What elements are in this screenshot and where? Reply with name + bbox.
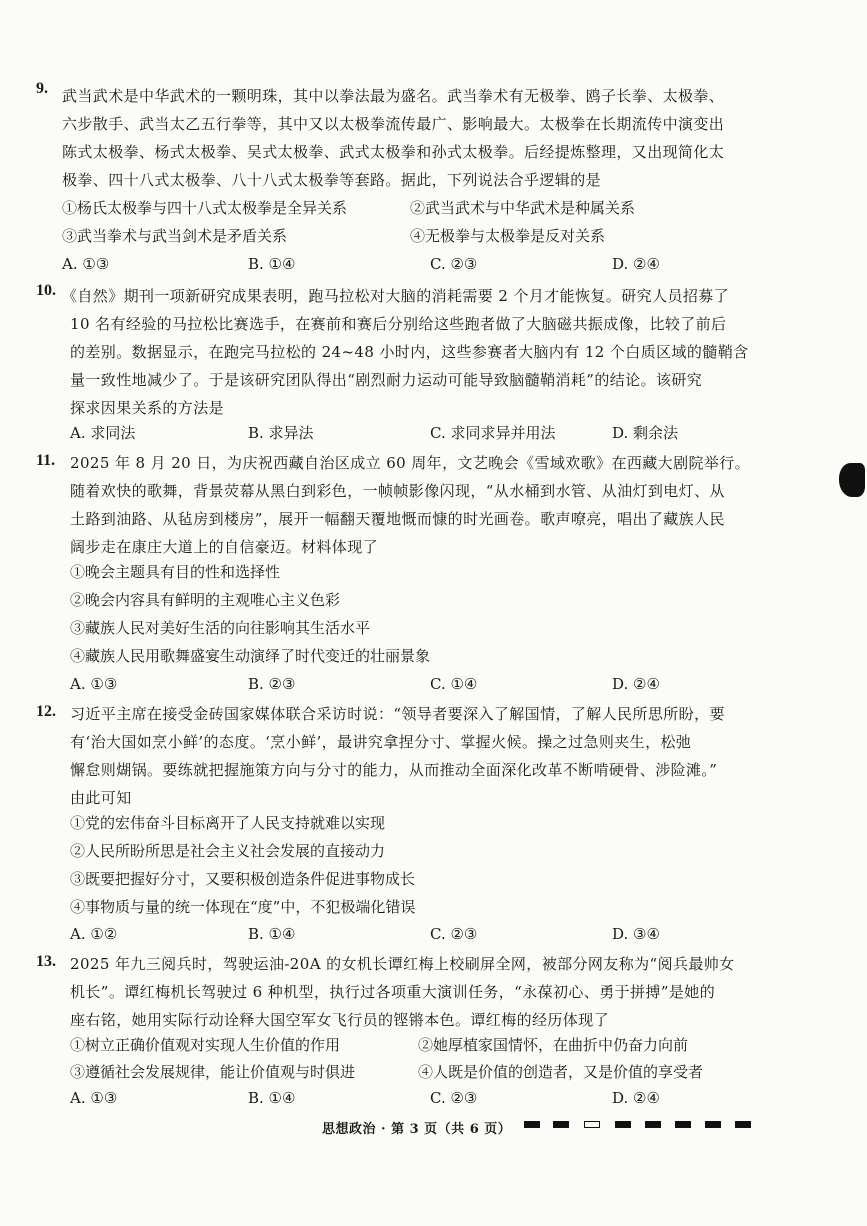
question-text-line: 量一致性地减少了。于是该研究团队得出“剧烈耐力运动可能导致脑髓鞘消耗”的结论。该研究	[70, 371, 703, 389]
statement: ①党的宏伟奋斗目标离开了人民支持就难以实现	[70, 814, 386, 832]
option-d: D. ③④	[612, 925, 660, 943]
option-c: C. ②③	[430, 1089, 478, 1107]
footer-marker	[553, 1121, 569, 1128]
statement: ②晚会内容具有鲜明的主观唯心主义色彩	[70, 591, 341, 609]
question-text-line: 武当武术是中华武术的一颗明珠，其中以拳法最为盛名。武当拳术有无极拳、鸥子长拳、太极拳、	[62, 87, 725, 105]
question-number: 13.	[36, 953, 56, 970]
statement: ④藏族人民用歌舞盛宴生动演绎了时代变迁的壮丽景象	[70, 647, 431, 665]
option-d: D. 剩余法	[612, 424, 679, 442]
option-b: B. ①④	[248, 255, 296, 273]
footer-marker-hollow	[584, 1121, 600, 1128]
statement: ②武当武术与中华武术是种属关系	[410, 199, 636, 217]
option-d: D. ②④	[612, 1089, 660, 1107]
statement: ②她厚植家国情怀，在曲折中仍奋力向前	[418, 1036, 689, 1054]
footer-marker	[705, 1121, 721, 1128]
question-text-line: 2025 年 8 月 20 日，为庆祝西藏自治区成立 60 周年，文艺晚会《雪域欢歌》在西藏大剧院举行。	[70, 454, 751, 472]
question-text-line: 土路到油路、从毡房到楼房”，展开一幅翻天覆地慨而慷的时光画卷。歌声嘹亮，唱出了藏族人民	[70, 510, 725, 528]
option-c: C. ②③	[430, 925, 478, 943]
footer-marker	[615, 1121, 631, 1128]
statement: ②人民所盼所思是社会主义社会发展的直接动力	[70, 842, 386, 860]
question-text-line: 阔步走在康庄大道上的自信豪迈。材料体现了	[70, 538, 379, 556]
question-text-line: 随着欢快的歌舞，背景荧幕从黑白到彩色，一帧帧影像闪现，“从水桶到水管、从油灯到电灯、从	[70, 482, 725, 500]
question-number: 10.	[36, 282, 56, 299]
option-d: D. ②④	[612, 675, 660, 693]
option-c: C. 求同求异并用法	[430, 424, 556, 442]
scan-ink-mark	[839, 463, 865, 497]
question-text-line: 《自然》期刊一项新研究成果表明，跑马拉松对大脑的消耗需要 2 个月才能恢复。研究人员招募了	[62, 287, 730, 305]
statement: ③遵循社会发展规律，能让价值观与时俱进	[70, 1063, 356, 1081]
statement: ③藏族人民对美好生活的向往影响其生活水平	[70, 619, 371, 637]
question-number: 11.	[36, 452, 56, 469]
question-text-line: 习近平主席在接受金砖国家媒体联合采访时说：“领导者要深入了解国情，了解人民所思所盼，要	[70, 705, 725, 723]
option-a: A. ①③	[70, 1089, 118, 1107]
statement: ①树立正确价值观对实现人生价值的作用	[70, 1036, 341, 1054]
question-text-line: 10 名有经验的马拉松比赛选手，在赛前和赛后分别给这些跑者做了大脑磁共振成像，比较了前后	[70, 315, 727, 333]
question-text-line: 座右铭，她用实际行动诠释大国空军女飞行员的铿锵本色。谭红梅的经历体现了	[70, 1011, 610, 1029]
option-a: A. ①③	[70, 675, 118, 693]
option-a: A. ①②	[70, 925, 118, 943]
option-b: B. 求异法	[248, 424, 314, 442]
statement: ①杨氏太极拳与四十八式太极拳是全异关系	[62, 199, 348, 217]
statement: ③武当拳术与武当剑术是矛盾关系	[62, 227, 288, 245]
footer-marker	[735, 1121, 751, 1128]
option-a: A. ①③	[62, 255, 110, 273]
question-text-line: 机长”。谭红梅机长驾驶过 6 种机型，执行过各项重大演训任务，“永葆初心、勇于拼搏”是她的	[70, 983, 716, 1001]
question-text-line: 有‘治大国如烹小鲜’的态度。‘烹小鲜’，最讲究拿捏分寸、掌握火候。操之过急则夹生，松弛	[70, 733, 692, 751]
option-d: D. ②④	[612, 255, 660, 273]
question-text-line: 探求因果关系的方法是	[70, 399, 225, 417]
question-text-line: 六步散手、武当太乙五行拳等，其中又以太极拳流传最广、影响最大。太极拳在长期流传中演变出	[62, 115, 725, 133]
question-number: 12.	[36, 703, 56, 720]
option-b: B. ①④	[248, 925, 296, 943]
option-a: A. 求同法	[70, 424, 136, 442]
statement: ①晚会主题具有目的性和选择性	[70, 563, 281, 581]
footer-marker	[524, 1121, 540, 1128]
question-text-line: 陈式太极拳、杨式太极拳、吴式太极拳、武式太极拳和孙式太极拳。后经提炼整理，又出现简化太	[62, 143, 725, 161]
option-b: B. ①④	[248, 1089, 296, 1107]
statement: ④事物质与量的统一体现在“度”中，不犯极端化错误	[70, 898, 416, 916]
statement: ④人既是价值的创造者，又是价值的享受者	[418, 1063, 704, 1081]
footer-marker	[645, 1121, 661, 1128]
page-footer-label: 思想政治 · 第 3 页（共 6 页）	[322, 1122, 512, 1137]
question-text-line: 极拳、四十八式太极拳、八十八式太极拳等套路。据此，下列说法合乎逻辑的是	[62, 171, 602, 189]
question-text-line: 由此可知	[70, 789, 132, 807]
option-c: C. ②③	[430, 255, 478, 273]
statement: ④无极拳与太极拳是反对关系	[410, 227, 606, 245]
option-b: B. ②③	[248, 675, 296, 693]
question-text-line: 的差别。数据显示，在跑完马拉松的 24~48 小时内，这些参赛者大脑内有 12 个白质区域的髓鞘含	[70, 343, 749, 361]
question-text-line: 懈怠则煳锅。要练就把握施策方向与分寸的能力，从而推动全面深化改革不断啃硬骨、涉险滩。”	[70, 761, 718, 779]
statement: ③既要把握好分寸，又要积极创造条件促进事物成长	[70, 870, 416, 888]
question-text-line: 2025 年九三阅兵时，驾驶运油-20A 的女机长谭红梅上校刷屏全网，被部分网友称为“阅兵最帅女	[70, 955, 735, 973]
question-number: 9.	[36, 80, 48, 97]
footer-marker	[675, 1121, 691, 1128]
option-c: C. ①④	[430, 675, 478, 693]
